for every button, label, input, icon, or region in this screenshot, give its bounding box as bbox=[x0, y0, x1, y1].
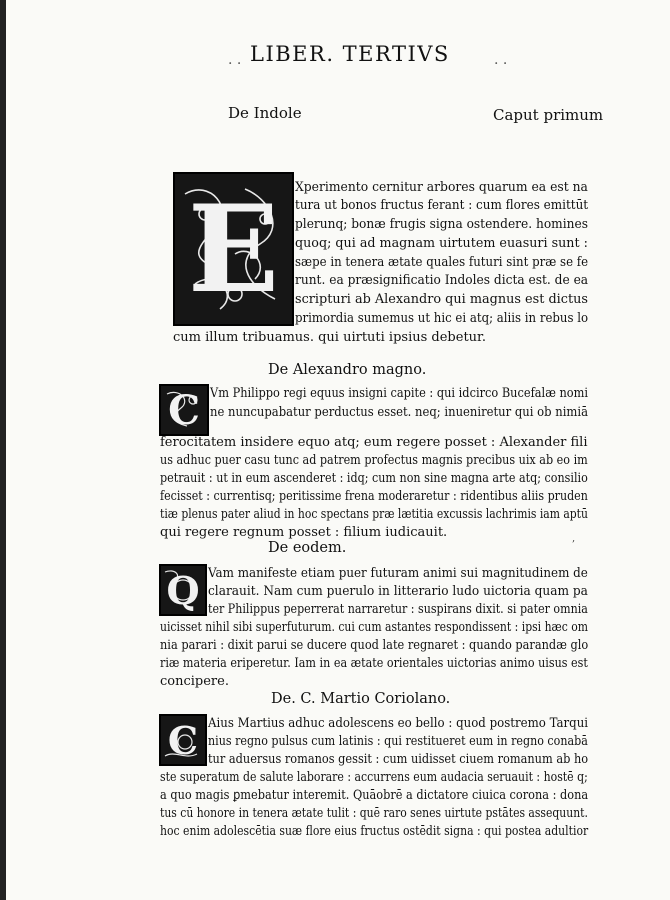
text-line: scripturi ab Alexandro qui magnus est dictus bbox=[295, 292, 588, 307]
decorated-initial-q: Q bbox=[159, 564, 207, 616]
text-line: tura ut bonos fructus ferant : cum flores emittūt bbox=[295, 198, 589, 213]
text-line: fecisset : currentisq; peritissime frena moderaretur : ridentibus aliis pruden bbox=[160, 489, 588, 504]
page-edge-shadow bbox=[0, 0, 6, 900]
heading-de-alexandro-magno: De Alexandro magno. bbox=[268, 362, 427, 378]
text-line: primordia sumemus ut hic ei atq; aliis in rebus lo bbox=[295, 311, 589, 326]
text-line: runt. ea præsignificatio Indoles dicta est. de ea bbox=[295, 273, 589, 288]
text-line: nius regno pulsus cum latinis : qui restitueret eum in regno conabā bbox=[208, 734, 588, 749]
text-line: ferocitatem insidere equo atq; eum regere posset : Alexander fili bbox=[160, 435, 588, 450]
heading-de-eodem: De eodem. bbox=[268, 540, 347, 556]
text-line: plerunq; bonæ frugis signa ostendere. homines bbox=[295, 217, 588, 232]
text-line: us adhuc puer casu tunc ad patrem profectus magnis precibus uix ab eo im bbox=[160, 453, 588, 468]
text-line: petrauit : ut in eum ascenderet : idq; cum non sine magna arte atq; consilio bbox=[160, 471, 588, 486]
text-line: ne nuncupabatur perductus esset. neq; inueniretur qui ob nimiā bbox=[210, 405, 589, 420]
decorated-initial-c-2: C bbox=[159, 714, 207, 766]
text-line: ter Philippus peperrerat narraretur : suspirans dixit. si pater omnia bbox=[208, 602, 588, 617]
text-line: Vm Philippo regi equus insigni capite : qui idcirco Bucefalæ nomi bbox=[210, 386, 589, 401]
text-line: sæpe in tenera ætate quales futuri sint præ se fe bbox=[295, 255, 589, 270]
text-line: ste superatum de salute laborare : accurrens eum audacia seruauit : hostē q; bbox=[160, 770, 588, 785]
header-smudge-right: . . bbox=[494, 52, 508, 68]
text-line: qui regere regnum posset : filium iudicauit. bbox=[160, 525, 448, 540]
text-line: nia parari : dixit parui se ducere quod late regnaret : quando parandæ glo bbox=[160, 638, 589, 653]
decorated-initial-e: E bbox=[173, 172, 294, 326]
text-line: uicisset nihil sibi superfuturum. cui cum astantes respondissent : ipsi hæc om bbox=[160, 620, 588, 635]
text-line: cum illum tribuamus. qui uirtuti ipsius debetur. bbox=[173, 330, 486, 345]
text-line: Vam manifeste etiam puer futuram animi sui magnitudinem de bbox=[208, 566, 588, 581]
margin-mark: , bbox=[572, 533, 576, 544]
text-line: Xperimento cernitur arbores quarum ea est na bbox=[295, 180, 588, 195]
text-line: hoc enim adolescētia suæ flore eius fructus ostēdit signa : qui postea adultior bbox=[160, 824, 589, 839]
chapter-number: Caput primum bbox=[493, 106, 604, 124]
heading-de-c-martio-coriolano: De. C. Martio Coriolano. bbox=[271, 691, 451, 707]
section-title-de-indole: De Indole bbox=[228, 104, 302, 122]
running-head: LIBER. TERTIVS bbox=[250, 42, 450, 66]
text-line: tiæ plenus pater aliud in hoc spectans præ lætitia excussis lachrimis iam aptū bbox=[160, 507, 588, 522]
text-line: riæ materia eriperetur. Iam in ea ætate orientales uictorias animo uisus est bbox=[160, 656, 588, 671]
text-line: Aius Martius adhuc adolescens eo bello : quod postremo Tarqui bbox=[208, 716, 589, 731]
text-line: tur aduersus romanos gessit : cum uidisset ciuem romanum ab ho bbox=[208, 752, 589, 767]
text-line: concipere. bbox=[160, 674, 229, 689]
decorated-initial-c: C bbox=[159, 384, 209, 436]
text-line: clarauit. Nam cum puerulo in litterario ludo uictoria quam pa bbox=[208, 584, 588, 599]
text-line: tus cū honore in tenera ætate tulit : quē raro senes uirtute pstātes assequunt. bbox=[160, 806, 588, 821]
text-line: a quo magis ꝑmebatur interemit. Quāobrē a dictatore ciuica corona : dona bbox=[160, 788, 589, 803]
text-line: quoq; qui ad magnam uirtutem euasuri sunt : bbox=[295, 236, 588, 251]
header-smudge-left: . . bbox=[228, 52, 242, 68]
